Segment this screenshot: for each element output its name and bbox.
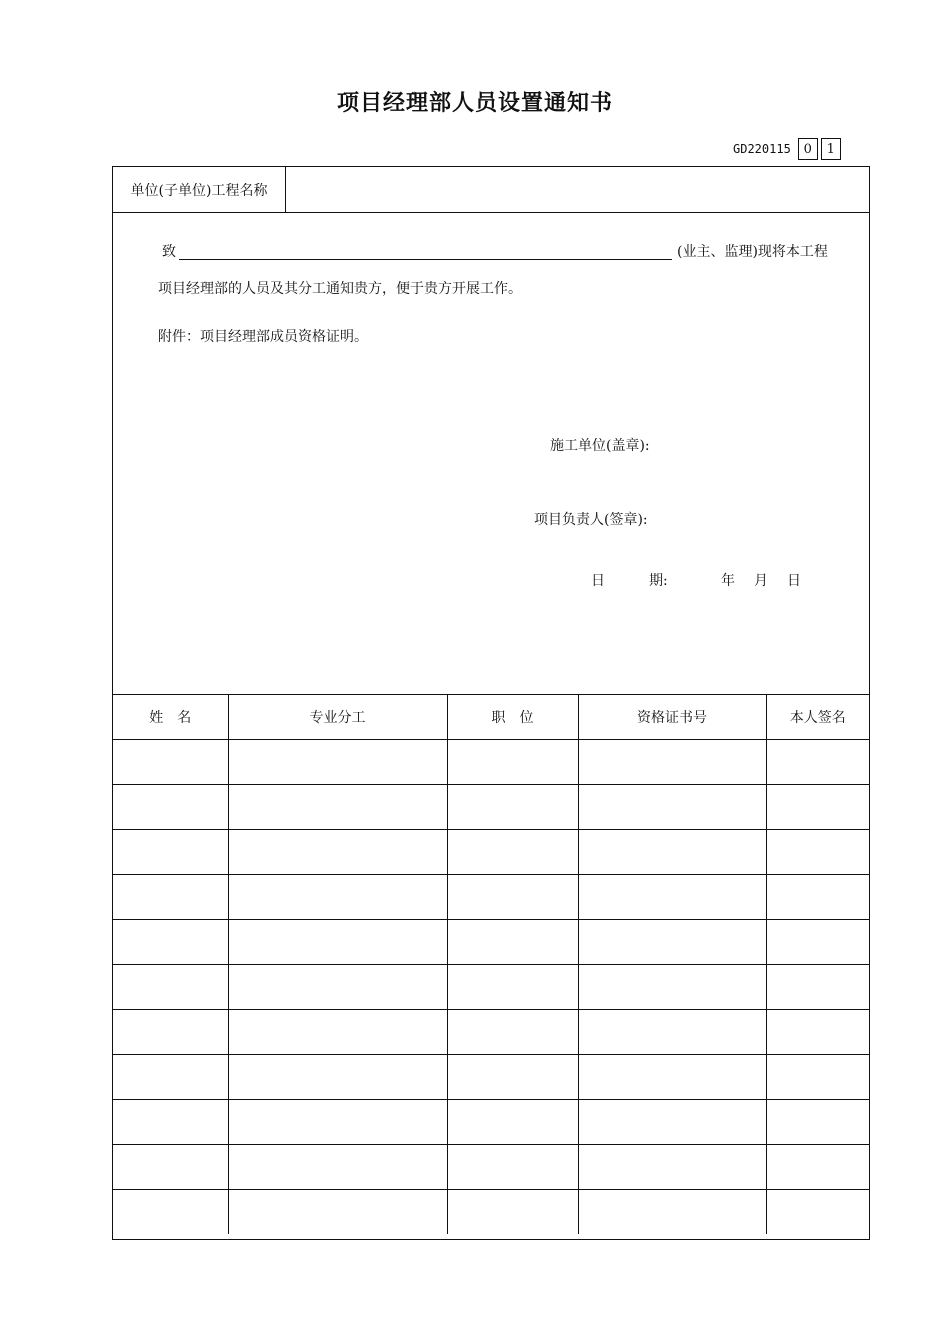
project-name-label: 单位(子单位)工程名称 [113,167,286,212]
cell-certificate[interactable] [578,830,766,875]
cell-name[interactable] [113,740,228,785]
form-code [733,137,841,161]
table-row [113,830,869,875]
project-name-row [113,167,869,213]
cell-name[interactable] [113,1055,228,1100]
cell-position[interactable] [447,1055,578,1100]
cell-specialty[interactable] [228,830,447,875]
table-row [113,1190,869,1235]
form-frame [112,166,870,1240]
date-day: 日 [787,573,801,589]
header-signature: 本人签名 [766,695,869,740]
table-row [113,785,869,830]
notice-line-2: 项目经理部的人员及其分工通知贵方，便于贵方开展工作。 [158,281,522,297]
cell-specialty[interactable] [228,785,447,830]
cell-name[interactable] [113,875,228,920]
date-label-period: 期: [649,573,668,589]
cell-certificate[interactable] [578,1145,766,1190]
cell-name[interactable] [113,920,228,965]
cell-signature[interactable] [766,1190,869,1235]
header-certificate: 资格证书号 [578,695,766,740]
cell-specialty[interactable] [228,1145,447,1190]
cell-specialty[interactable] [228,1055,447,1100]
cell-name[interactable] [113,785,228,830]
cell-certificate[interactable] [578,875,766,920]
cell-name[interactable] [113,1190,228,1235]
cell-name[interactable] [113,1100,228,1145]
cell-certificate[interactable] [578,920,766,965]
contractor-seal-label: 施工单位(盖章): [550,438,650,454]
cell-specialty[interactable] [228,920,447,965]
cell-specialty[interactable] [228,875,447,920]
table-row [113,875,869,920]
date-year: 年 [721,573,735,589]
cell-position[interactable] [447,1145,578,1190]
cell-signature[interactable] [766,740,869,785]
cell-position[interactable] [447,875,578,920]
form-code-box-1: 0 [798,138,818,160]
cell-position[interactable] [447,965,578,1010]
cell-certificate[interactable] [578,1100,766,1145]
table-row [113,1010,869,1055]
cell-signature[interactable] [766,1145,869,1190]
manager-sign-label: 项目负责人(签章): [534,512,648,528]
to-label: 致 [162,244,176,260]
cell-signature[interactable] [766,785,869,830]
cell-certificate[interactable] [578,740,766,785]
cell-certificate[interactable] [578,1190,766,1235]
cell-signature[interactable] [766,920,869,965]
date-label-day: 日 [591,573,605,589]
cell-specialty[interactable] [228,740,447,785]
cell-certificate[interactable] [578,1010,766,1055]
table-row [113,1145,869,1190]
cell-position[interactable] [447,785,578,830]
cell-name[interactable] [113,1010,228,1055]
cell-position[interactable] [447,1010,578,1055]
header-name: 姓 名 [113,695,228,740]
cell-specialty[interactable] [228,1190,447,1235]
cell-specialty[interactable] [228,1100,447,1145]
header-position: 职 位 [447,695,578,740]
attachment-text: 附件：项目经理部成员资格证明。 [158,329,368,345]
cell-certificate[interactable] [578,785,766,830]
table-row [113,1055,869,1100]
cell-signature[interactable] [766,875,869,920]
cell-position[interactable] [447,1100,578,1145]
cell-name[interactable] [113,1145,228,1190]
cell-name[interactable] [113,830,228,875]
cell-signature[interactable] [766,1100,869,1145]
cell-position[interactable] [447,920,578,965]
cell-certificate[interactable] [578,965,766,1010]
cell-specialty[interactable] [228,965,447,1010]
notice-body [113,213,869,694]
table-row [113,740,869,785]
cell-signature[interactable] [766,830,869,875]
cell-specialty[interactable] [228,1010,447,1055]
form-code-prefix: GD220115 [733,142,791,156]
table-header-row [113,695,869,740]
cell-position[interactable] [447,830,578,875]
cell-signature[interactable] [766,965,869,1010]
header-specialty: 专业分工 [228,695,447,740]
cell-certificate[interactable] [578,1055,766,1100]
to-suffix: (业主、监理)现将本工程 [677,244,828,260]
form-code-box-2: 1 [821,138,841,160]
date-month: 月 [754,573,768,589]
table-row [113,1100,869,1145]
table-row [113,965,869,1010]
cell-position[interactable] [447,1190,578,1235]
cell-signature[interactable] [766,1055,869,1100]
cell-position[interactable] [447,740,578,785]
project-name-field[interactable] [287,167,869,212]
recipient-line[interactable] [179,259,672,260]
personnel-table [113,694,869,1234]
table-row [113,920,869,965]
page-title: 项目经理部人员设置通知书 [336,91,613,116]
cell-signature[interactable] [766,1010,869,1055]
cell-name[interactable] [113,965,228,1010]
